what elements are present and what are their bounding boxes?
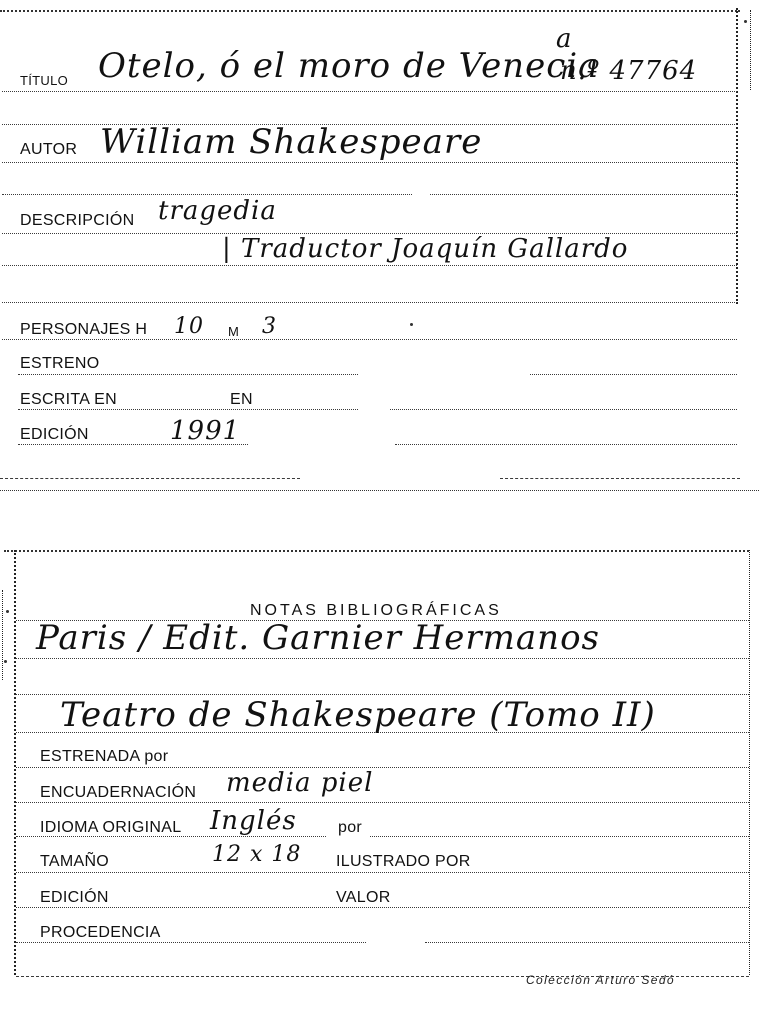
valor-label: VALOR	[336, 889, 391, 906]
autor-label: AUTOR	[20, 141, 78, 158]
rule-line	[0, 478, 300, 479]
encuadernacion-value: media piel	[226, 768, 374, 798]
coleccion-stamp: Colección Arturo Sedó	[525, 973, 675, 987]
estreno-label: ESTRENO	[20, 355, 100, 372]
rule-line	[2, 302, 737, 303]
traductor-value: | Traductor Joaquín Gallardo	[222, 234, 629, 264]
rule-line	[16, 942, 366, 943]
card-top-edge	[4, 550, 749, 552]
notas-line-2: Teatro de Shakespeare (Tomo II)	[60, 695, 656, 735]
notas-line-1: Paris / Edit. Garnier Hermanos	[36, 618, 600, 658]
por-label: por	[338, 819, 363, 836]
rule-line	[16, 802, 749, 803]
rule-line	[500, 478, 740, 479]
registro-mark: a	[556, 24, 573, 54]
rule-line	[16, 767, 749, 768]
edicion-label-bottom: EDICIÓN	[40, 889, 109, 906]
idioma-original-label: IDIOMA ORIGINAL	[40, 819, 182, 836]
ink-speck	[744, 20, 747, 23]
descripcion-value: tragedia	[158, 196, 277, 226]
ink-speck	[4, 660, 7, 663]
rule-line	[16, 907, 749, 908]
personajes-label: PERSONAJES H	[20, 321, 148, 338]
catalog-card-back	[0, 540, 759, 1028]
card-top-edge	[0, 10, 740, 12]
titulo-label: TÍTULO	[20, 73, 69, 88]
rule-line	[2, 339, 737, 340]
personajes-m-value: 3	[262, 314, 277, 339]
rule-line	[16, 872, 749, 873]
notas-bibliograficas-title: NOTAS BIBLIOGRÁFICAS	[250, 602, 502, 619]
card-bottom-edge	[0, 490, 759, 491]
estrenada-por-label: ESTRENADA por	[40, 748, 169, 765]
titulo-value: Otelo, ó el moro de Venecia	[98, 46, 600, 86]
rule-line	[2, 194, 412, 195]
ink-speck	[410, 323, 413, 326]
rule-line	[530, 374, 737, 375]
rule-line	[2, 265, 737, 266]
rule-line	[2, 91, 737, 92]
edicion-value: 1991	[170, 416, 241, 446]
catalog-card-front	[0, 0, 759, 500]
rule-line	[390, 409, 737, 410]
rule-line	[430, 194, 737, 195]
rule-line	[370, 836, 749, 837]
personajes-h-value: 10	[174, 314, 204, 339]
procedencia-label: PROCEDENCIA	[40, 924, 161, 941]
ink-speck	[6, 610, 9, 613]
encuadernacion-label: ENCUADERNACIÓN	[40, 784, 197, 801]
rule-line	[395, 444, 737, 445]
personajes-m-label: M	[228, 324, 240, 339]
rule-line	[16, 658, 749, 659]
autor-value: William Shakespeare	[100, 122, 483, 162]
card-left-edge	[14, 550, 16, 975]
registro-value: n.º 47764	[560, 56, 698, 86]
escrita-en-label: ESCRITA EN	[20, 391, 117, 408]
rule-line	[18, 409, 358, 410]
tamano-label: TAMAÑO	[40, 853, 110, 870]
tamano-value: 12 x 18	[212, 842, 302, 867]
edicion-label: EDICIÓN	[20, 426, 89, 443]
card-right-edge-outer	[750, 10, 751, 90]
card-right-edge	[749, 550, 750, 975]
card-left-edge-outer	[2, 590, 3, 680]
descripcion-label: DESCRIPCIÓN	[20, 212, 135, 229]
rule-line	[18, 374, 358, 375]
rule-line	[425, 942, 749, 943]
rule-line	[2, 162, 737, 163]
ilustrado-por-label: ILUSTRADO POR	[336, 853, 471, 870]
idioma-original-value: Inglés	[210, 806, 297, 836]
en-label: EN	[230, 391, 253, 408]
card-right-edge	[736, 8, 738, 304]
